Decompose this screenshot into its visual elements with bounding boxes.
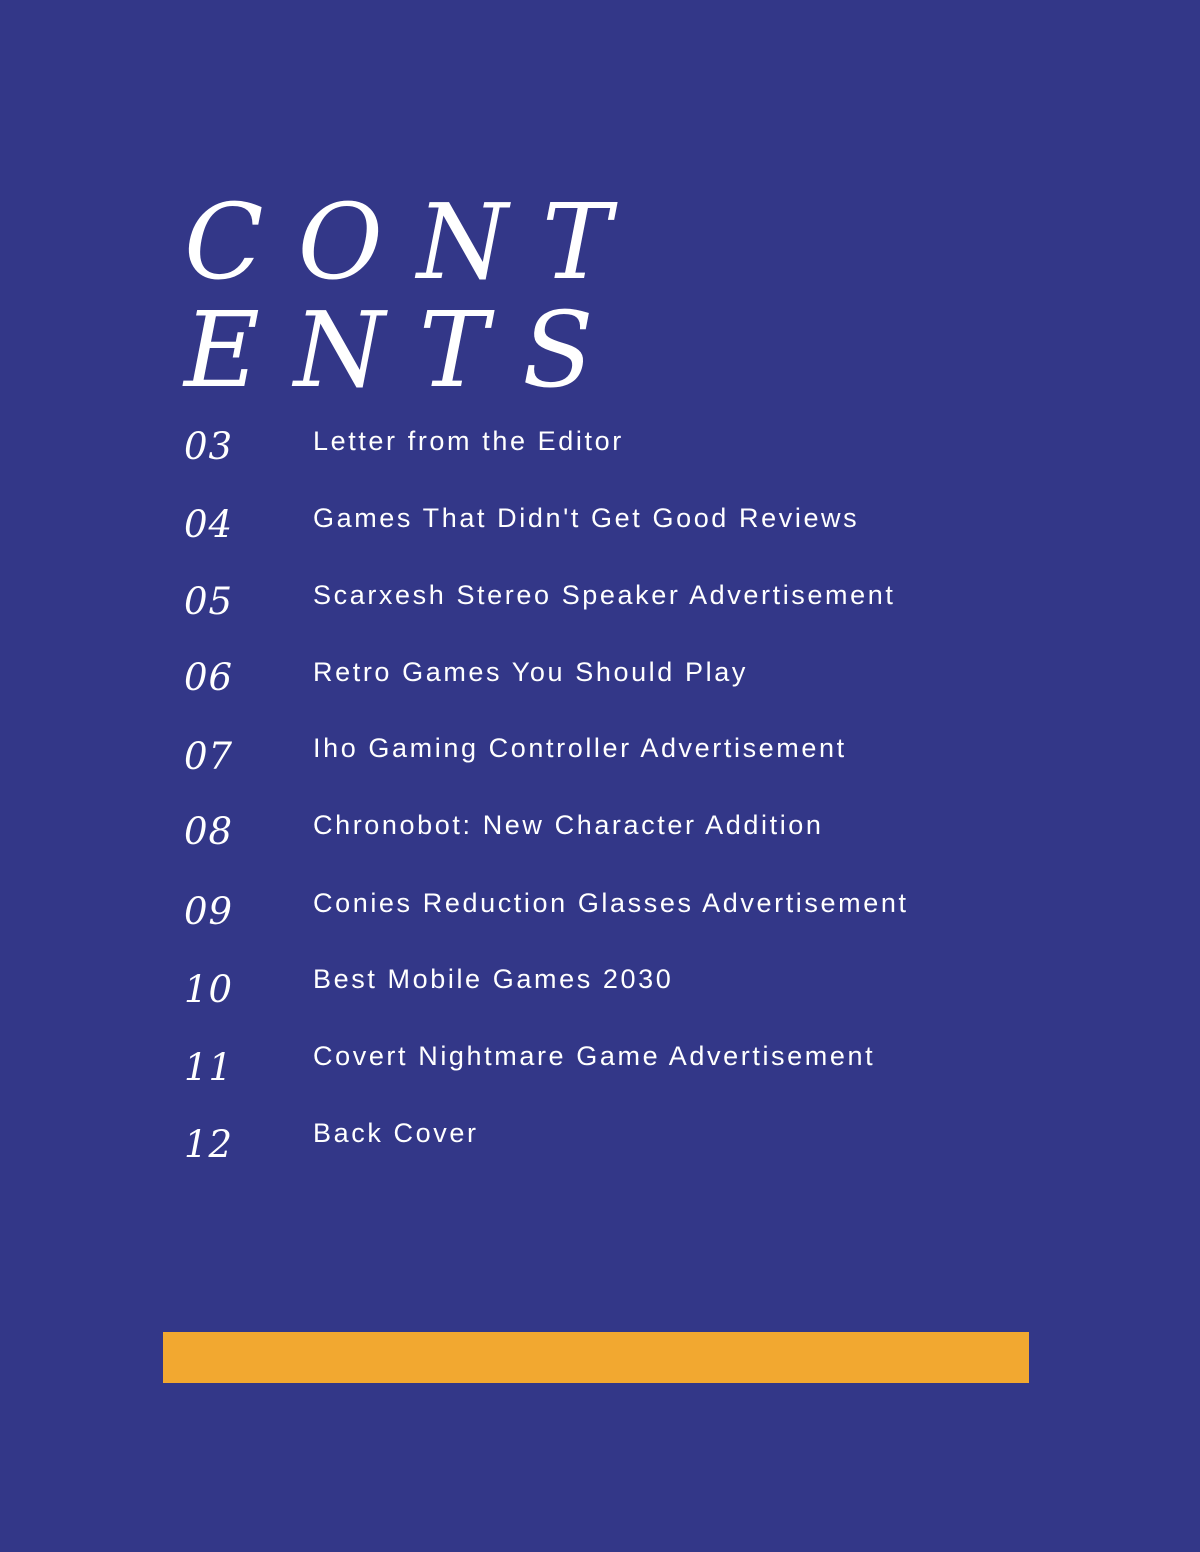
toc-entry-label: Covert Nightmare Game Advertisement [313,1041,876,1071]
toc-page-number: 08 [184,810,234,853]
toc-entry-09[interactable] [0,887,1200,947]
toc-entry-12[interactable] [0,1117,1200,1177]
toc-entry-label: Letter from the Editor [313,426,624,456]
toc-entry-label: Scarxesh Stereo Speaker Advertisement [313,580,896,610]
toc-page-number: 06 [184,656,234,699]
toc-entry-04[interactable] [0,502,1200,562]
toc-entry-05[interactable] [0,579,1200,639]
toc-entry-label: Conies Reduction Glasses Advertisement [313,888,909,918]
toc-page-number: 09 [184,890,234,933]
toc-page-number: 04 [184,503,234,546]
toc-page-number: 03 [184,425,234,468]
toc-entry-10[interactable] [0,963,1200,1023]
toc-page-number: 07 [184,735,234,778]
toc-page-number: 05 [184,580,234,623]
toc-entry-label: Back Cover [313,1118,479,1148]
toc-entry-label: Chronobot: New Character Addition [313,810,824,840]
toc-entry-03[interactable] [0,425,1200,485]
toc-entry-07[interactable] [0,732,1200,792]
toc-entry-label: Games That Didn't Get Good Reviews [313,503,860,533]
toc-page-number: 12 [184,1123,234,1166]
toc-page-number: 10 [184,968,234,1011]
toc-entry-06[interactable] [0,656,1200,716]
page-title: CONTENTS [184,181,646,411]
toc-page-number: 11 [184,1046,234,1089]
accent-bar [163,1332,1029,1383]
toc-entry-08[interactable] [0,809,1200,869]
toc-entry-label: Best Mobile Games 2030 [313,964,674,994]
toc-entry-11[interactable] [0,1040,1200,1100]
toc-entry-label: Retro Games You Should Play [313,657,748,687]
toc-entry-label: Iho Gaming Controller Advertisement [313,733,847,763]
